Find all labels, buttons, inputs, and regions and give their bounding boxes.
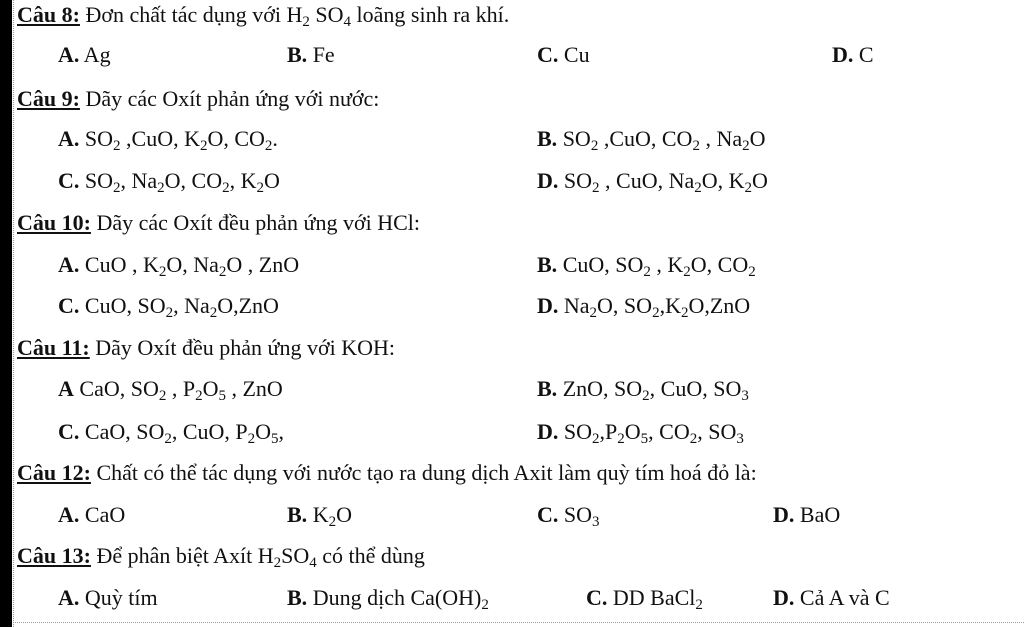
question-8-text: Đơn chất tác dụng với H: [79, 2, 303, 27]
q13-option-a: A. Quỳ tím: [58, 585, 158, 610]
left-dotted-rule: [13, 0, 14, 627]
question-12: Câu 12: Chất có thể tác dụng với nước tạo ra dung dịch Axit làm quỳ tím hoá đỏ là:: [17, 460, 757, 485]
q12-option-b: B. $K_2O$: [287, 502, 352, 530]
q11-option-c: C. CaO, $SO_2$, CuO, $P_2O_5$,: [58, 419, 285, 447]
q13-option-d: D. Cả A và C: [773, 585, 890, 610]
q8-option-c: C. Cu: [537, 42, 590, 67]
question-9: Câu 9: Dãy các Oxít phản ứng với nước:: [17, 86, 380, 111]
question-8-label: Câu 8:: [17, 2, 80, 27]
q12-option-c: C. $SO_3$: [537, 502, 600, 530]
q9-option-d: D. $SO_2$ , CuO, $Na_2O$, $K_2O$: [537, 168, 768, 196]
q13-option-b: B. Dung dịch $Ca(OH)_2$: [287, 585, 489, 613]
q13-option-c: C. DD BaCl$_2$: [586, 585, 703, 613]
q10-option-b: B. CuO, $SO_2$ , $K_2O$, $CO_2$: [537, 252, 756, 280]
q8-option-a: A. Ag: [58, 42, 111, 67]
bottom-dotted-rule: [13, 622, 1024, 623]
q11-option-d: D. $SO_2,P_2O_5$, $CO_2$, $SO_3$: [537, 419, 744, 447]
q12-option-a: A. CaO: [58, 502, 126, 527]
question-10: Câu 10: Dãy các Oxít đều phản ứng với HCl:: [17, 210, 420, 235]
question-8: Câu 8: Đơn chất tác dụng với $H_2$ $SO_4$ loãng sinh ra khí.: [17, 2, 510, 30]
q8-option-d: D. C: [832, 42, 874, 67]
question-13: Câu 13: Để phân biệt Axít $H_2SO_4$ có thể dùng: [17, 543, 425, 571]
q10-option-a: A. CuO , $K_2O$, $Na_2O$ , ZnO: [58, 252, 300, 280]
q9-option-b: B. $SO_2$ ,CuO, $CO_2$ , $Na_2O$: [537, 126, 766, 154]
q10-option-d: D. $Na_2O$, $SO_2,K_2O,ZnO$: [537, 293, 751, 321]
q9-option-c: C. $SO_2$, $Na_2O$, $CO_2$, $K_2O$: [58, 168, 280, 196]
q11-option-b: B. ZnO, $SO_2$, CuO, $SO_3$: [537, 376, 749, 404]
q10-option-c: C. CuO, $SO_2$, $Na_2O,ZnO$: [58, 293, 279, 321]
left-border-bar: [0, 0, 12, 627]
q12-option-d: D. BaO: [773, 502, 841, 527]
q8-option-b: B. Fe: [287, 42, 335, 67]
q11-option-a: A CaO, $SO_2$ , $P_2O_5$ , ZnO: [58, 376, 283, 404]
question-11: Câu 11: Dãy Oxít đều phản ứng với KOH:: [17, 335, 395, 360]
q9-option-a: A. $SO_2$ ,CuO, $K_2O$, $CO_2$.: [58, 126, 278, 154]
